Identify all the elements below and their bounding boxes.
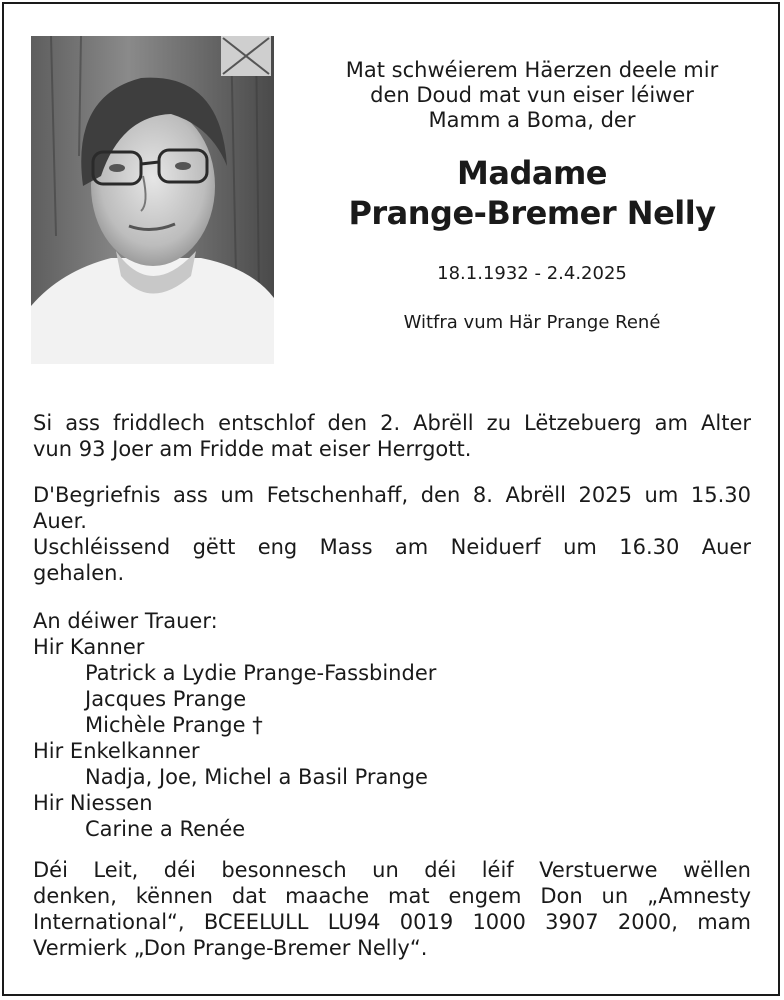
list-item: Carine a Renée [85, 817, 246, 841]
name-title: Madame [457, 154, 607, 192]
mourners-heading: An déiwer Trauer: [33, 609, 218, 633]
text-line: Si ass friddlech entschlof den 2. Abrëll zu Lëtzebuerg am Alter [33, 411, 751, 435]
text-line: gehalen. [33, 561, 125, 585]
text-line: D'Begriefnis ass um Fetschenhaff, den 8. Abrëll 2025 um 15.30 [33, 483, 751, 507]
text-line: Uschléissend gëtt eng Mass am Neiduerf um 16.30 Auer [33, 535, 751, 559]
text-line: Auer. [33, 509, 87, 533]
intro-line: Mamm a Boma, der [428, 108, 636, 132]
list-item: Jacques Prange [85, 687, 247, 711]
text-line: vun 93 Joer am Fridde mat eiser Herrgott. [33, 437, 472, 461]
funeral-paragraph [33, 482, 751, 586]
nieces-label: Hir Niessen [33, 791, 153, 815]
announcement-intro [300, 58, 764, 133]
donation-paragraph [33, 857, 751, 961]
grandchildren-label: Hir Enkelkanner [33, 739, 200, 763]
mourners-list [33, 608, 751, 842]
intro-line: Mat schwéierem Häerzen deele mir [345, 58, 719, 82]
intro-line: den Doud mat vun eiser léiwer [370, 83, 694, 107]
text-line: Vermierk „Don Prange-Bremer Nelly“. [33, 936, 428, 960]
text-line: International“, BCEELULL LU94 0019 1000 3907 2000, mam [33, 910, 751, 934]
portrait-image [31, 36, 274, 364]
widow-of: Witfra vum Här Prange René [403, 312, 661, 333]
text-line: Déi Leit, déi besonnesch un déi léif Verstuerwe wëllen [33, 858, 751, 882]
name-full: Prange-Bremer Nelly [348, 194, 716, 232]
text-line: denken, kënnen dat maache mat engem Don un „Amnesty [33, 884, 751, 908]
list-item: Patrick a Lydie Prange-Fassbinder [85, 661, 437, 685]
portrait-photo [31, 36, 274, 364]
list-item: Michèle Prange † [85, 713, 263, 737]
list-item: Nadja, Joe, Michel a Basil Prange [85, 765, 428, 789]
life-dates: 18.1.1932 - 2.4.2025 [437, 263, 627, 284]
death-paragraph [33, 410, 751, 462]
children-label: Hir Kanner [33, 635, 145, 659]
deceased-name [300, 153, 764, 233]
